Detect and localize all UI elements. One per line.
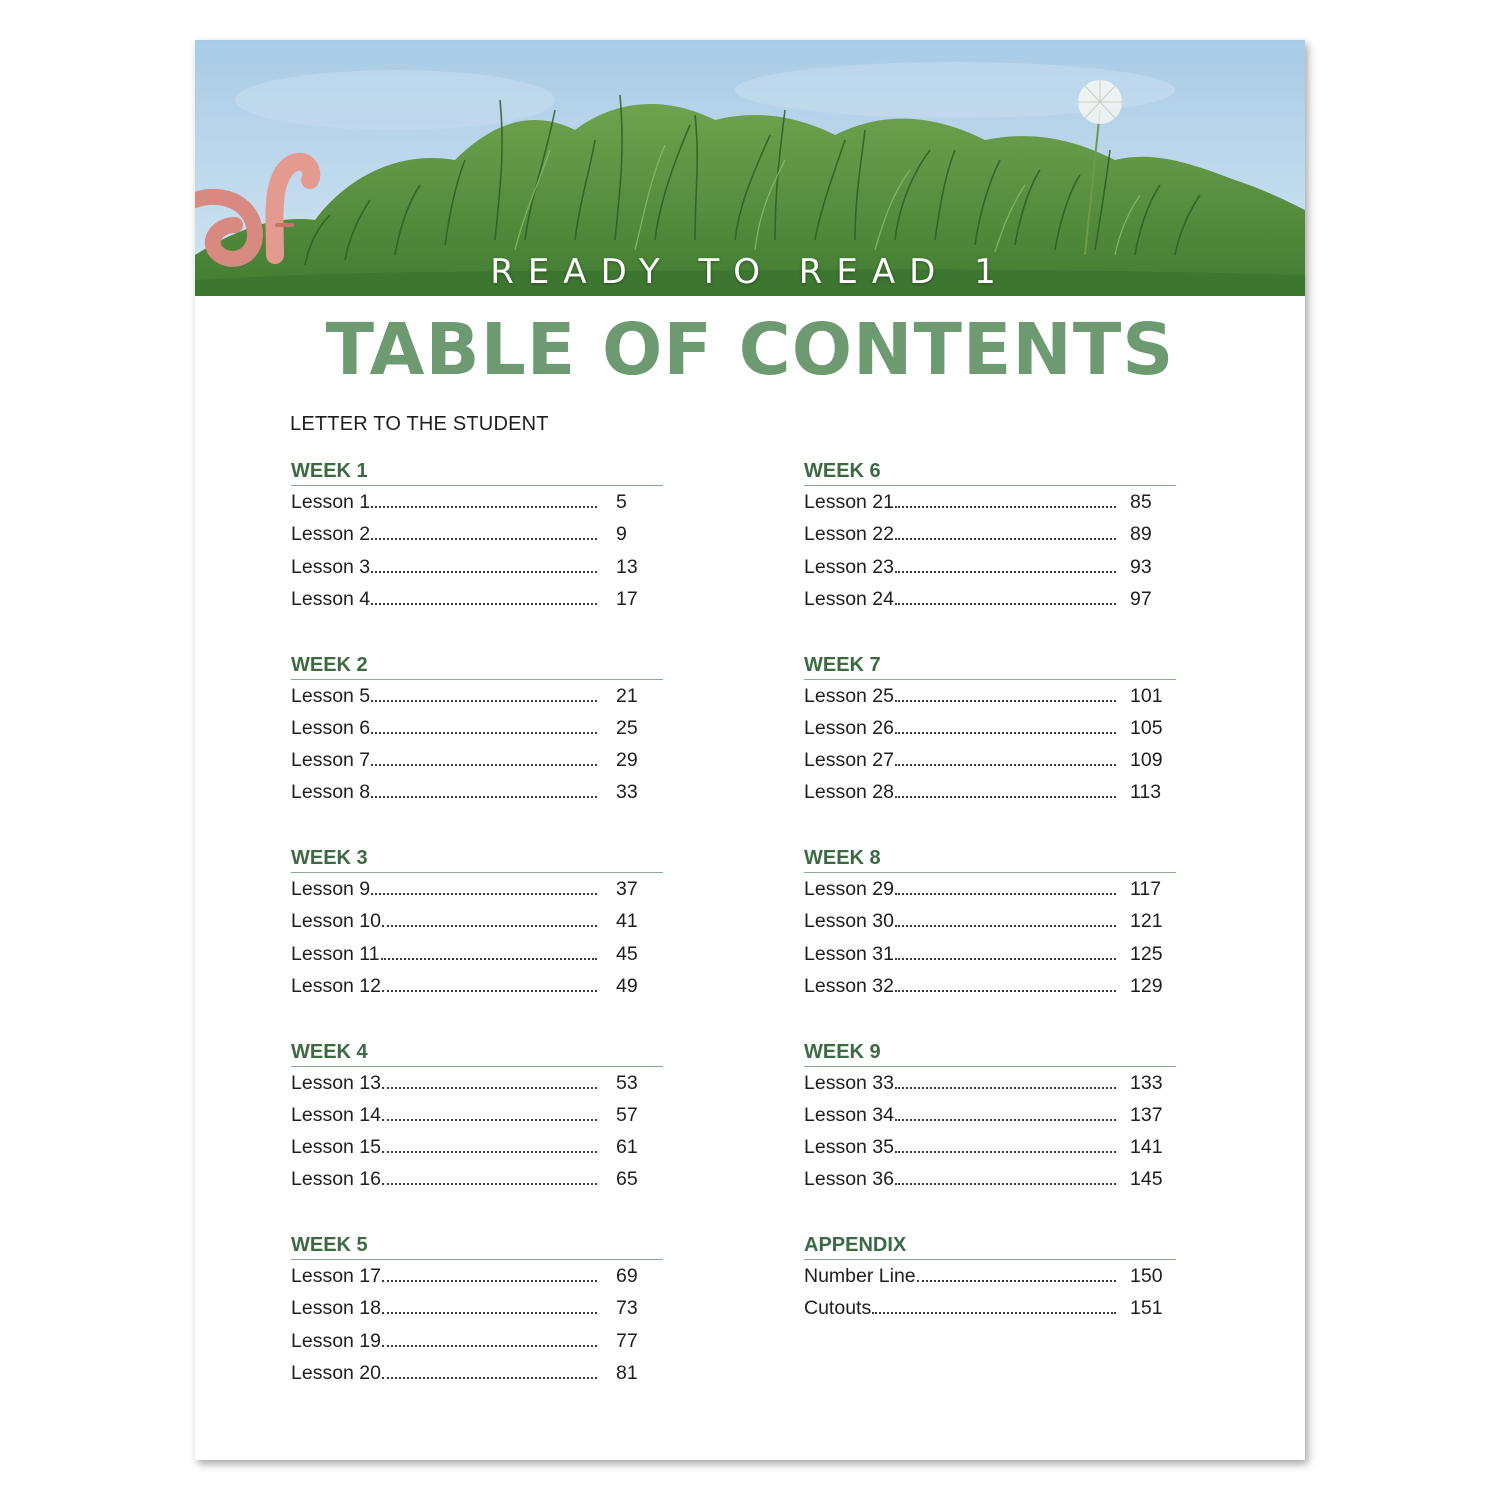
entry-page-number: 81 — [616, 1361, 638, 1384]
section-heading: WEEK 7 — [804, 652, 1176, 680]
entry-leader — [804, 1136, 1116, 1159]
entry-leader — [291, 878, 597, 901]
entry-leader — [804, 685, 1116, 708]
toc-section — [804, 1039, 1176, 1233]
entry-label: Lesson 16 — [291, 1168, 381, 1191]
dot-leader — [371, 506, 597, 508]
entry-label: Lesson 15 — [291, 1136, 381, 1159]
dot-leader — [371, 571, 597, 573]
dot-leader — [895, 796, 1116, 798]
entry-leader — [291, 1297, 597, 1320]
toc-entry[interactable] — [804, 491, 1176, 523]
toc-entry[interactable] — [804, 1297, 1176, 1329]
dot-leader — [371, 700, 597, 702]
toc-entry[interactable] — [291, 1136, 663, 1168]
entry-leader — [291, 1265, 597, 1288]
letter-to-student-entry[interactable]: LETTER TO THE STUDENT — [290, 413, 549, 435]
dot-leader — [895, 1119, 1116, 1121]
entry-leader — [291, 556, 597, 579]
entry-page-number: 105 — [1130, 716, 1163, 739]
toc-entry[interactable] — [291, 1168, 663, 1200]
entry-leader — [291, 685, 597, 708]
section-heading: WEEK 1 — [291, 458, 663, 486]
entry-leader — [291, 781, 597, 804]
dot-leader — [917, 1280, 1116, 1282]
toc-entry[interactable] — [291, 491, 663, 523]
dot-leader — [382, 1312, 597, 1314]
toc-section — [291, 1039, 663, 1233]
entry-leader — [804, 1104, 1116, 1127]
entry-label: Lesson 9 — [291, 878, 371, 900]
toc-section — [291, 652, 663, 846]
dot-leader — [371, 893, 597, 895]
toc-section — [804, 845, 1176, 1039]
toc-entry[interactable] — [291, 781, 663, 813]
toc-entry[interactable] — [804, 1168, 1176, 1200]
entry-leader — [804, 975, 1116, 998]
toc-entry[interactable] — [804, 556, 1176, 588]
dot-leader — [382, 1345, 597, 1347]
entry-label: Cutouts — [804, 1297, 872, 1320]
entry-page-number: 61 — [616, 1136, 638, 1159]
entry-page-number: 109 — [1130, 749, 1163, 772]
entry-page-number: 77 — [616, 1329, 638, 1352]
entry-page-number: 29 — [616, 749, 638, 772]
dot-leader — [895, 1087, 1116, 1089]
entry-label: Lesson 10 — [291, 910, 381, 933]
entry-page-number: 57 — [616, 1103, 638, 1126]
entry-label: Lesson 14 — [291, 1103, 381, 1126]
dot-leader — [895, 1151, 1116, 1153]
section-heading: WEEK 9 — [804, 1039, 1176, 1067]
section-heading: WEEK 2 — [291, 652, 663, 680]
toc-entry[interactable] — [804, 749, 1176, 781]
entry-label: Lesson 23 — [804, 555, 894, 578]
entry-page-number: 121 — [1130, 910, 1163, 933]
toc-entry[interactable] — [291, 1265, 663, 1297]
dot-leader — [382, 1183, 597, 1185]
entry-page-number: 141 — [1130, 1136, 1163, 1159]
entry-page-number: 13 — [616, 555, 638, 578]
entry-label: Lesson 34 — [804, 1103, 894, 1126]
section-heading: APPENDIX — [804, 1232, 1176, 1260]
entry-page-number: 113 — [1130, 781, 1162, 804]
entry-page-number: 37 — [616, 878, 638, 900]
entry-leader — [804, 491, 1116, 514]
entry-page-number: 150 — [1130, 1265, 1163, 1287]
entry-leader — [291, 491, 597, 514]
entry-page-number: 17 — [616, 587, 638, 610]
dot-leader — [382, 1151, 597, 1153]
toc-entry[interactable] — [804, 523, 1176, 555]
entry-label: Lesson 36 — [804, 1168, 894, 1191]
dot-leader — [371, 764, 597, 766]
entry-leader — [804, 523, 1116, 546]
entry-leader — [804, 1168, 1116, 1191]
entry-page-number: 41 — [616, 910, 638, 933]
toc-section — [804, 1232, 1176, 1426]
entry-label: Lesson 13 — [291, 1071, 381, 1094]
entry-leader — [291, 910, 597, 933]
entry-label: Lesson 1 — [291, 491, 371, 513]
entry-label: Lesson 31 — [804, 942, 894, 965]
section-heading: WEEK 3 — [291, 845, 663, 873]
entry-page-number: 85 — [1130, 491, 1152, 513]
toc-entry[interactable] — [804, 588, 1176, 620]
entry-leader — [804, 717, 1116, 740]
dot-leader — [382, 990, 597, 992]
dot-leader — [895, 925, 1116, 927]
toc-section — [804, 458, 1176, 652]
toc-section — [804, 652, 1176, 846]
toc-entry[interactable] — [804, 781, 1176, 813]
dot-leader — [382, 1119, 597, 1121]
dot-leader — [895, 893, 1116, 895]
entry-page-number: 45 — [616, 942, 638, 965]
toc-entry[interactable] — [291, 588, 663, 620]
entry-label: Lesson 25 — [804, 684, 894, 707]
entry-label: Lesson 29 — [804, 878, 894, 900]
entry-leader — [291, 523, 597, 546]
entry-page-number: 33 — [616, 781, 638, 804]
entry-label: Lesson 20 — [291, 1361, 381, 1384]
toc-section — [291, 1232, 663, 1426]
toc-entry[interactable] — [291, 523, 663, 555]
page-title: TABLE OF CONTENTS — [325, 308, 1175, 391]
entry-page-number: 65 — [616, 1168, 638, 1191]
entry-label: Lesson 17 — [291, 1265, 381, 1287]
entry-label: Lesson 7 — [291, 749, 371, 772]
entry-leader — [291, 588, 597, 611]
toc-right-column — [804, 458, 1176, 1426]
entry-leader — [291, 1104, 597, 1127]
entry-page-number: 69 — [616, 1265, 638, 1287]
entry-leader — [804, 910, 1116, 933]
entry-page-number: 101 — [1130, 684, 1163, 707]
entry-label: Lesson 11 — [291, 942, 380, 965]
toc-entry[interactable] — [291, 685, 663, 717]
dot-leader — [895, 1183, 1116, 1185]
entry-label: Lesson 12 — [291, 974, 381, 997]
dot-leader — [381, 958, 597, 960]
dot-leader — [872, 1312, 1116, 1314]
entry-label: Lesson 24 — [804, 587, 894, 610]
entry-leader — [291, 749, 597, 772]
entry-label: Lesson 35 — [804, 1136, 894, 1159]
entry-leader — [291, 717, 597, 740]
toc-section — [291, 458, 663, 652]
toc-entry[interactable] — [291, 1104, 663, 1136]
toc-entry[interactable] — [804, 1072, 1176, 1104]
toc-entry[interactable] — [291, 1362, 663, 1394]
entry-label: Lesson 30 — [804, 910, 894, 933]
toc-entry[interactable] — [291, 749, 663, 781]
toc-entry[interactable] — [804, 878, 1176, 910]
dot-leader — [382, 1280, 597, 1282]
entry-leader — [804, 556, 1116, 579]
toc-entry[interactable] — [804, 975, 1176, 1007]
dot-leader — [371, 796, 597, 798]
entry-label: Lesson 5 — [291, 684, 371, 707]
entry-page-number: 25 — [616, 716, 638, 739]
entry-label: Lesson 22 — [804, 523, 894, 546]
entry-page-number: 151 — [1130, 1297, 1163, 1320]
entry-label: Lesson 18 — [291, 1297, 381, 1320]
toc-section — [291, 845, 663, 1039]
dot-leader — [895, 764, 1116, 766]
section-heading: WEEK 5 — [291, 1232, 663, 1260]
entry-page-number: 97 — [1130, 587, 1152, 610]
dot-leader — [371, 732, 597, 734]
entry-label: Lesson 8 — [291, 781, 371, 804]
section-heading: WEEK 8 — [804, 845, 1176, 873]
section-heading: WEEK 4 — [291, 1039, 663, 1067]
entry-label: Lesson 3 — [291, 555, 371, 578]
dot-leader — [895, 538, 1116, 540]
toc-entry[interactable] — [291, 910, 663, 942]
section-heading: WEEK 6 — [804, 458, 1176, 486]
entry-page-number: 137 — [1130, 1103, 1163, 1126]
dot-leader — [895, 603, 1116, 605]
dot-leader — [895, 990, 1116, 992]
entry-label: Lesson 4 — [291, 587, 371, 610]
toc-entry[interactable] — [291, 943, 663, 975]
entry-page-number: 133 — [1130, 1071, 1163, 1094]
entry-label: Lesson 27 — [804, 749, 894, 772]
toc-entry[interactable] — [291, 1330, 663, 1362]
entry-page-number: 9 — [616, 523, 627, 546]
entry-leader — [804, 749, 1116, 772]
entry-label: Lesson 26 — [804, 716, 894, 739]
entry-page-number: 5 — [616, 491, 627, 513]
entry-leader — [804, 1072, 1116, 1095]
entry-label: Lesson 2 — [291, 523, 371, 546]
entry-label: Lesson 28 — [804, 781, 894, 804]
dot-leader — [382, 925, 597, 927]
toc-entry[interactable] — [291, 1072, 663, 1104]
entry-leader — [804, 781, 1116, 804]
entry-label: Lesson 19 — [291, 1329, 381, 1352]
entry-leader — [804, 878, 1116, 901]
entry-leader — [291, 1362, 597, 1385]
entry-page-number: 53 — [616, 1071, 638, 1094]
dot-leader — [371, 538, 597, 540]
toc-entry[interactable] — [804, 1136, 1176, 1168]
entry-page-number: 73 — [616, 1297, 638, 1320]
entry-leader — [291, 1072, 597, 1095]
toc-entry[interactable] — [291, 717, 663, 749]
toc-entry[interactable] — [804, 1265, 1176, 1297]
entry-label: Lesson 32 — [804, 974, 894, 997]
dot-leader — [895, 571, 1116, 573]
toc-left-column — [291, 458, 663, 1426]
entry-leader — [804, 588, 1116, 611]
entry-page-number: 145 — [1130, 1168, 1163, 1191]
entry-label: Lesson 21 — [804, 491, 894, 513]
entry-page-number: 117 — [1130, 878, 1162, 900]
entry-label: Lesson 6 — [291, 716, 371, 739]
series-title: READY TO READ 1 — [490, 252, 1010, 292]
entry-leader — [291, 943, 597, 966]
entry-leader — [804, 1297, 1116, 1320]
dot-leader — [895, 506, 1116, 508]
toc-entry[interactable] — [291, 975, 663, 1007]
toc-entry[interactable] — [804, 910, 1176, 942]
entry-label: Lesson 33 — [804, 1071, 894, 1094]
dot-leader — [895, 958, 1116, 960]
entry-page-number: 93 — [1130, 555, 1152, 578]
dot-leader — [382, 1087, 597, 1089]
document-page — [195, 40, 1305, 1460]
entry-page-number: 125 — [1130, 942, 1163, 965]
dot-leader — [371, 603, 597, 605]
entry-page-number: 129 — [1130, 974, 1163, 997]
toc-entry[interactable] — [804, 685, 1176, 717]
entry-leader — [291, 1136, 597, 1159]
toc-entry[interactable] — [291, 1297, 663, 1329]
entry-page-number: 21 — [616, 684, 638, 707]
dot-leader — [382, 1377, 597, 1379]
entry-leader — [291, 975, 597, 998]
toc-entry[interactable] — [291, 878, 663, 910]
entry-leader — [291, 1168, 597, 1191]
entry-page-number: 49 — [616, 974, 638, 997]
entry-leader — [804, 1265, 1116, 1288]
dot-leader — [895, 732, 1116, 734]
toc-entry[interactable] — [291, 556, 663, 588]
toc-entry[interactable] — [804, 1104, 1176, 1136]
entry-label: Number Line — [804, 1265, 916, 1287]
toc-entry[interactable] — [804, 717, 1176, 749]
entry-leader — [291, 1330, 597, 1353]
toc-entry[interactable] — [804, 943, 1176, 975]
entry-leader — [804, 943, 1116, 966]
entry-page-number: 89 — [1130, 523, 1152, 546]
dot-leader — [895, 700, 1116, 702]
